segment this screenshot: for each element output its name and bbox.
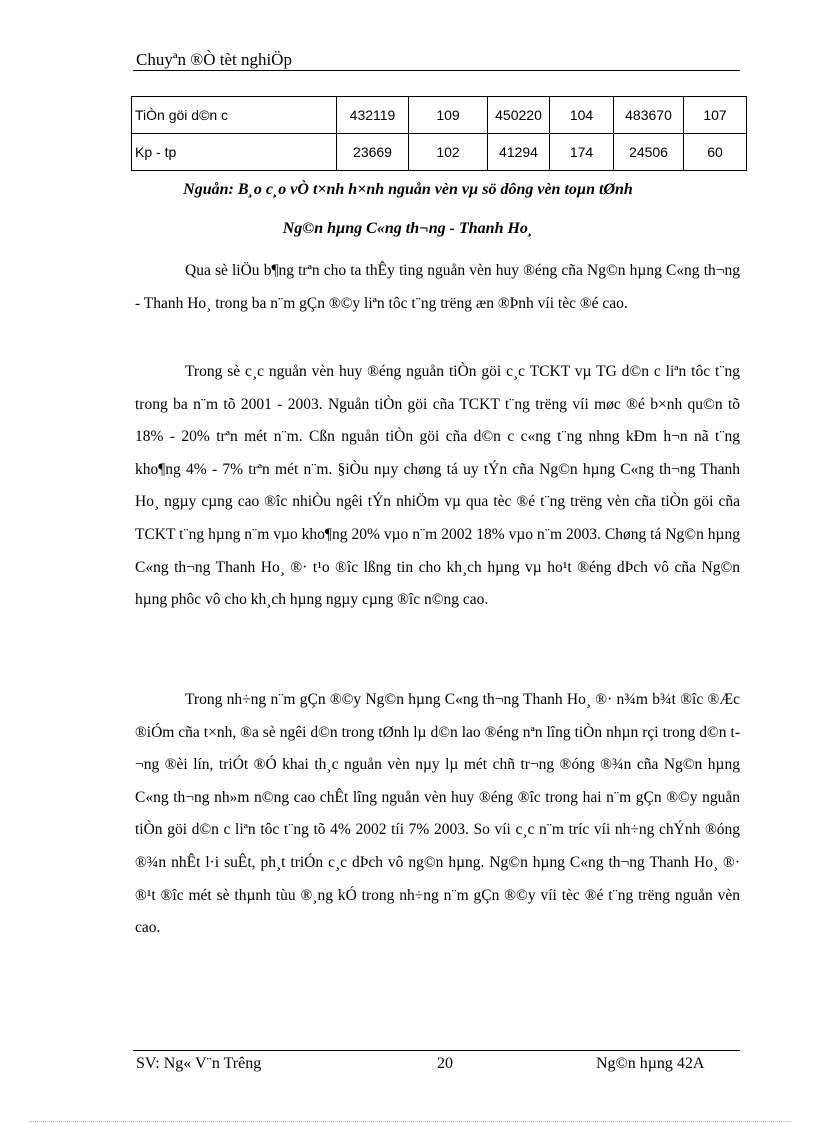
deposit-table	[131, 96, 747, 171]
table-cell: 174	[550, 134, 614, 171]
footer-rule	[133, 1050, 740, 1051]
table-cell: 450220	[488, 97, 550, 134]
table-cell: 23669	[337, 134, 409, 171]
page-number: 20	[437, 1055, 453, 1072]
table-cell: 104	[550, 97, 614, 134]
table-cell: 483670	[614, 97, 684, 134]
row-label: Kp - tp	[132, 134, 337, 171]
table-cell: 102	[409, 134, 488, 171]
table-cell: 109	[409, 97, 488, 134]
row-label: TiÒn göi d©n c	[132, 97, 337, 134]
table-row	[132, 97, 747, 134]
table-cell: 41294	[488, 134, 550, 171]
table-cell: 24506	[614, 134, 684, 171]
paragraph-1: Qua sè liÖu b¶ng trªn cho ta thÊy ting nguån vèn huy ®éng cña Ng©n hµng C«ng th¬ng - Thanh Ho¸ trong ba n¨m gÇn ®©y liªn tôc t¨ng trëng æn ®Þnh víi tèc ®é cao.	[135, 262, 740, 312]
table-cell: 107	[684, 97, 747, 134]
table-cell: 60	[684, 134, 747, 171]
paragraph-2: Trong sè c¸c nguån vèn huy ®éng nguån tiÒn göi c¸c TCKT vµ TG d©n c liªn tôc t¨ng trong ba n¨m tõ 2001 - 2003. Nguån tiÒn göi cña TCKT t¨ng trëng víi møc ®é b×nh qu©n tõ 18% - 20% trªn mét n¨m. Cßn nguån tiÒn göi cña d©n c c«ng t¨ng nhng kÐm h¬n nã t¨ng kho¶ng 4% - 7% trªn mét n¨m. §iÒu nµy chøng tá uy tÝn cña Ng©n hµng C«ng th¬ng Thanh Ho¸ ngµy cµng cao ®îc nhiÒu ngêi tÝn nhiÖm vµ qua tèc ®é t¨ng trëng vèn cña tiÒn göi cña TCKT t¨ng hµng n¨m vµo kho¶ng 20% vµo n¨m 2002 18% vµo n¨m 2003. Chøng tá Ng©n hµng C«ng th¬ng Thanh Ho¸ ®· t¹o ®îc lßng tin cho kh¸ch hµng vµ ho¹t ®éng dÞch vô cña Ng©n hµng phôc vô cho kh¸ch hµng ngµy cµng ®îc n©ng cao.	[135, 363, 740, 609]
running-header: Chuyªn ®Ò tèt nghiÖp	[136, 50, 292, 69]
table-cell: 432119	[337, 97, 409, 134]
source-line-1: Nguån: B¸o c¸o vÒ t×nh h×nh nguån vèn vµ sö dông vèn toµn tØnh	[183, 181, 633, 198]
header-rule	[133, 70, 740, 71]
footer-class: Ng©n hµng 42A	[596, 1055, 705, 1072]
page-edge-dots	[30, 1121, 790, 1122]
table-row	[132, 134, 747, 171]
source-line-2: Ng©n hµng C«ng th¬ng - Thanh Ho¸	[282, 220, 534, 237]
paragraph-3: Trong nh÷ng n¨m gÇn ®©y Ng©n hµng C«ng th¬ng Thanh Ho¸ ®· n¾m b¾t ®îc ®Æc ®iÓm cña t×nh, ®a sè ngêi d©n trong tØnh lµ d©n lao ®éng nªn lîng tiÒn nhµn rçi trong d©n t¬ng ®èi lín, triÓt ®Ó khai th¸c nguån vèn nµy lµ mét chñ tr¬ng ®óng ®¾n cña Ng©n hµng C«ng th¬ng nh»m n©ng cao chÊt lîng nguån vèn huy ®éng ®îc trong hai n¨m gÇn ®©y nguån tiÒn göi d©n c liªn tôc t¨ng tõ 4% 2002 tíi 7% 2003. So víi c¸c n¨m tríc víi nh÷ng chÝnh ®óng ®¾n nhÊt l·i suÊt, ph¸t triÓn c¸c dÞch vô ng©n hµng. Ng©n hµng C«ng th¬ng Thanh Ho¸ ®· ®¹t ®îc mét sè thµnh tùu ®¸ng kÓ trong nh÷ng n¨m gÇn ®©y víi tèc ®é t¨ng trëng nguån vèn cao.	[135, 691, 740, 937]
footer-student: SV: Ng« V¨n Trêng	[136, 1055, 262, 1072]
